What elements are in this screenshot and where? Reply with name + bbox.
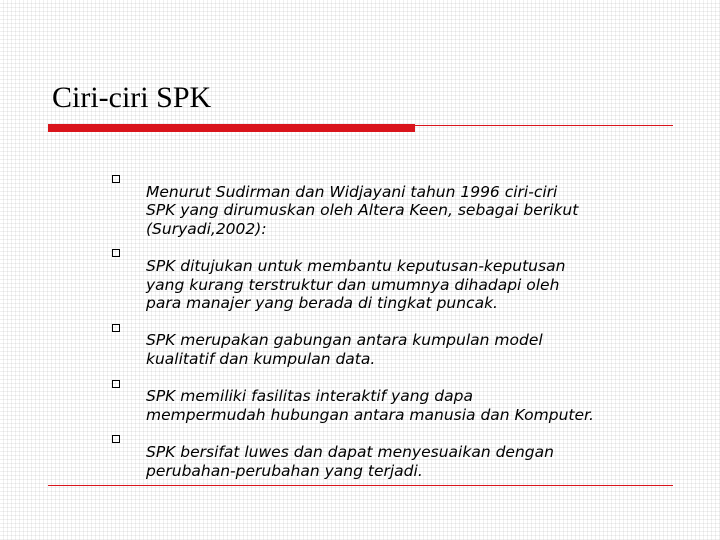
bullet-text: SPK ditujukan untuk membantu keputusan-keputusan yang kurang terstruktur dan umumnya dihadapi oleh para manajer yang berada di tingkat puncak. — [146, 256, 566, 313]
bullet-text: SPK bersifat luwes dan dapat menyesuaikan dengan perubahan-perubahan yang terjadi. — [146, 442, 554, 480]
slide-title: Ciri-ciri SPK — [52, 81, 212, 114]
title-underline-thin — [415, 125, 673, 126]
list-item — [128, 238, 648, 312]
bullet-text: SPK merupakan gabungan antara kumpulan model kualitatif dan kumpulan data. — [146, 331, 543, 368]
footer-divider — [48, 485, 673, 486]
list-item — [128, 164, 648, 238]
list-item — [128, 424, 648, 480]
hollow-square-icon — [112, 380, 120, 388]
list-item — [128, 313, 648, 369]
list-item — [128, 369, 648, 425]
bullet-text: Menurut Sudirman dan Widjayani tahun 1996 ciri-ciri SPK yang dirumuskan oleh Altera Keen, sebagai berikut (Suryadi,2002): — [146, 182, 579, 238]
hollow-square-icon — [112, 435, 120, 443]
bullet-text: SPK memiliki fasilitas interaktif yang dapa mempermudah hubungan antara manusia dan Komputer. — [146, 387, 594, 424]
hollow-square-icon — [112, 324, 120, 332]
bullet-list — [128, 164, 648, 480]
hollow-square-icon — [112, 175, 120, 183]
hollow-square-icon — [112, 249, 120, 257]
title-underline-thick — [48, 124, 415, 132]
